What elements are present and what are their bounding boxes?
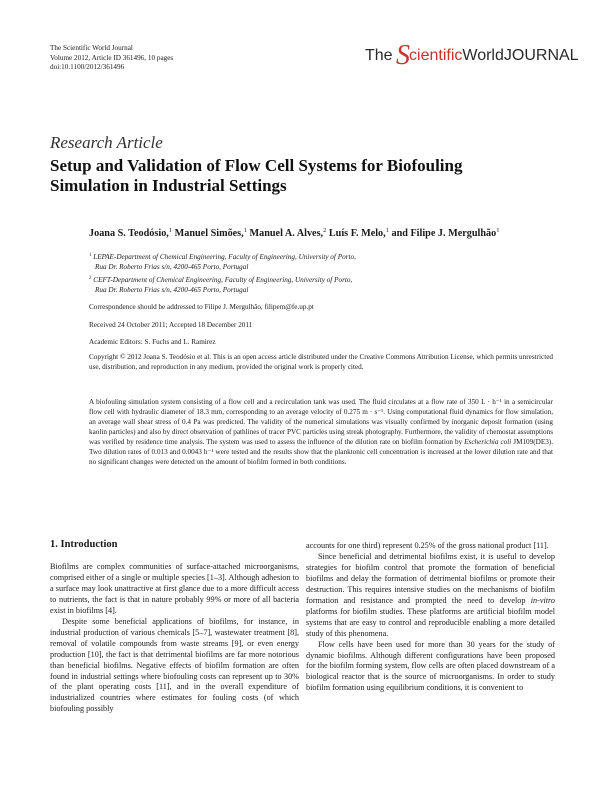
logo-journal: JOURNAL (503, 47, 579, 64)
logo-s-glyph: S (396, 40, 411, 71)
author-affiliation-mark: 1 (168, 227, 173, 234)
logo-world: World (462, 47, 504, 64)
affiliation-2 (89, 274, 559, 295)
author-affiliation-mark: 1 (243, 227, 247, 234)
abstract-species: Escherichia coli (464, 438, 512, 446)
body-paragraph: Flow cells have been used for more than 30 years for the study of dynamic biofilms. Although different configurations have been proposed for the biofilm forming system, flow cells are often placed downstream of a biological reactor that is the source of microorganisms. In order to study biofilm formation using equilibrium conditions, it is convenient to (306, 639, 555, 693)
body-paragraph: Biofilms are complex communities of surface-attached microorganisms, comprised either of a single or multiple species [1–3]. Although adhesion to a surface may look unattractive at first glance due to a more difficult access to nutrients, the fact is that in nature probably 99% or more of all bacteria exist in biofilms [4]. (50, 562, 299, 615)
article-title: Setup and Validation of Flow Cell Systems for Biofouling Simulation in Industrial Settings (50, 156, 463, 195)
author: and Filipe J. Mergulhão (391, 228, 497, 239)
author: Manuel A. Alves, (249, 228, 324, 239)
article-type: Research Article (50, 133, 163, 152)
body-paragraph: Despite some beneficial applications of biofilms, for instance, in industrial production of various chemicals [5–7], wastewater treatment [8], removal of volatile compounds from waste streams [9], or even energy production [10], the fact is that detrimental biofilms are far more notorious than beneficial biofilms. Negative effects of biofilm formation are often found in industrial settings where biofouling costs can represent up to 30% of the plant operating costs [11], and in the overall expenditure of industrialized countries where estimates for fouling costs (of which biofouling possibly (50, 616, 299, 714)
volume-info: Volume 2012, Article ID 361496, 10 pages (50, 53, 174, 62)
journal-logo (365, 40, 579, 71)
author: Manuel Simões, (174, 228, 244, 239)
logo-cientific: cientific (409, 47, 463, 64)
journal-name: The Scientific World Journal (50, 44, 133, 52)
body-paragraph (306, 552, 555, 640)
abstract (89, 397, 553, 467)
affiliation-line: LEPAE-Department of Chemical Engineering, Faculty of Engineering, University of Porto, (93, 253, 356, 261)
academic-editors: Academic Editors: S. Fuchs and L. Ramirez (89, 338, 216, 346)
author-affiliation-mark: 2 (323, 227, 327, 234)
copyright-notice: Copyright © 2012 Joana S. Teodósio et al. This is an open access article distributed under the Creative Commons Attribution License, which permits unrestricted use, distribution, and reproduction in any medium, provided the original work is properly cited. (89, 353, 553, 371)
author: Joana S. Teodósio, (89, 228, 169, 239)
affiliation-line: Rua Dr. Roberto Frias s/n, 4200-465 Porto, Portugal (95, 263, 249, 271)
received-dates: Received 24 October 2011; Accepted 18 December 2011 (89, 321, 253, 329)
doi: doi:10.1100/2012/361496 (50, 63, 125, 71)
body-text: Since beneficial and detrimental biofilms exist, it is useful to develop strategies for biofilm control that promote the formation of beneficial biofilms and delay the formation of detrimental biofilms or promote their destruction. This requires intensive studies on the mechanisms of biofilm formation and resistance and prompted the need to develop (306, 551, 555, 605)
body-column-right (306, 541, 555, 694)
logo-the: The (365, 47, 393, 64)
affiliation-number: 2 (89, 276, 92, 281)
correspondence: Correspondence should be addressed to Filipe J. Mergulhão, filipem@fe.up.pt (89, 303, 314, 311)
affiliation-line: Rua Dr. Roberto Frias s/n, 4200-465 Porto, Portugal (95, 286, 249, 294)
journal-info (50, 44, 173, 73)
affiliation-line: CEFT-Department of Chemical Engineering, Faculty of Engineering, University of Porto, (93, 276, 353, 284)
abstract-text: A biofouling simulation system consisting of a flow cell and a recirculation tank was used. The fluid circulates at a flow rate of 350 L · h⁻¹ in a semicircular flow cell with hydraulic diameter of 18.3 mm, corresponding to an average velocity of 0.275 m · s⁻¹. Using computational fluid dynamics for flow simulation, an average wall shear stress of 0.4 Pa was predicted. The validity of the numerical simulations was visually confirmed by inorganic deposit formation (using kaolin particles) and also by direct observation of pathlines of tracer PVC particles using streak photography. Furthermore, the validity of chemostat assumptions was verified by residence time analysis. The system was used to assess the influence of the dilution rate on biofilm formation by (89, 398, 553, 446)
body-text-italic: in-vitro (530, 595, 555, 605)
affiliation-1 (89, 251, 559, 272)
affiliation-number: 1 (89, 253, 92, 258)
author-affiliation-mark: 1 (496, 227, 500, 234)
affiliations (89, 251, 559, 297)
body-text: platforms for biofilm studies. These platforms are artificial biofilm model systems that are easy to control and reproducible enabling a more detailed study of this phenomena. (306, 606, 555, 638)
body-column-left (50, 562, 299, 715)
abstract-text: JM109(DE3). Two dilution rates of 0.013 and 0.0043 h⁻¹ were tested and the results show that the planktonic cell concentration is increased at the lower dilution rate and that no significant changes were detected on the amount of biofilm formed in both conditions. (89, 438, 553, 466)
section-heading-introduction: 1. Introduction (50, 539, 118, 550)
author-list (89, 227, 499, 239)
author: Luís F. Melo, (328, 228, 386, 239)
body-paragraph: accounts for one third) represent 0.25% of the gross national product [11]. (306, 541, 549, 550)
author-affiliation-mark: 1 (385, 227, 389, 234)
